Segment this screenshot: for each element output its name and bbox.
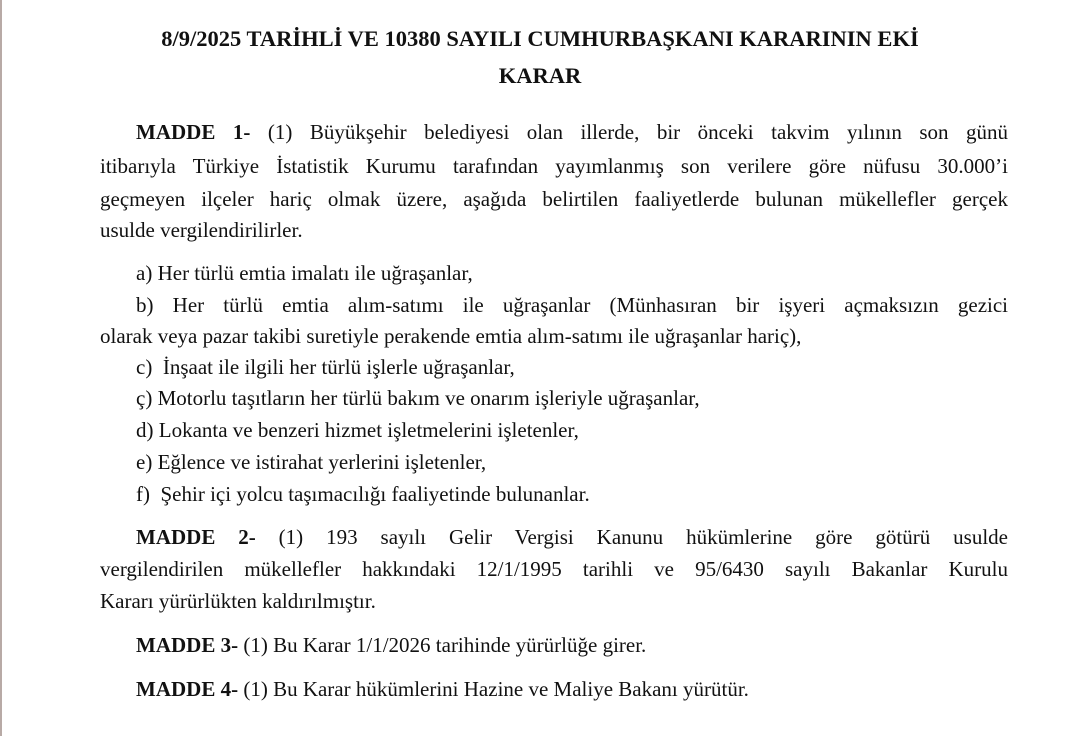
list-marker: f)	[136, 482, 150, 506]
list-item-b	[136, 293, 1008, 318]
list-item-c-cedilla	[136, 386, 700, 411]
article-2-label: MADDE 2-	[136, 525, 256, 549]
document-title-line-1: 8/9/2025 TARİHLİ VE 10380 SAYILI CUMHURBAŞKANI KARARININ EKİ	[161, 26, 919, 51]
list-marker: ç)	[136, 386, 153, 410]
article-1-text-1: (1) Büyükşehir belediyesi olan illerde, bir önceki takvim yılının son günü	[250, 120, 1008, 144]
article-2-line-3: Kararı yürürlükten kaldırılmıştır.	[100, 589, 376, 613]
list-text: Şehir içi yolcu taşımacılığı faaliyetinde bulunanlar.	[160, 482, 590, 506]
article-1-line-1	[136, 120, 1008, 145]
list-item-d	[136, 418, 579, 443]
article-1-line-3: geçmeyen ilçeler hariç olmak üzere, aşağıda belirtilen faaliyetlerde bulunan mükellefler gerçek	[100, 187, 1008, 211]
list-text: Eğlence ve istirahat yerlerini işletenler,	[157, 450, 487, 474]
list-text: Lokanta ve benzeri hizmet işletmelerini işletenler,	[158, 418, 579, 442]
list-marker: e)	[136, 450, 153, 474]
article-4-line-1	[136, 677, 749, 702]
article-1-line-4: usulde vergilendirilirler.	[100, 218, 303, 242]
article-1-label: MADDE 1-	[136, 120, 251, 144]
list-text: İnşaat ile ilgili her türlü işlerle uğraşanlar,	[162, 355, 515, 379]
list-item-a	[136, 261, 473, 286]
list-item-f	[136, 482, 590, 507]
article-4-text-1: (1) Bu Karar hükümlerini Hazine ve Maliye Bakanı yürütür.	[238, 677, 749, 701]
article-3-line-1	[136, 633, 646, 658]
list-text: Her türlü emtia alım-satımı ile uğraşanlar (Münhasıran bir işyeri açmaksızın gezici	[172, 293, 1009, 317]
list-marker: b)	[136, 293, 154, 317]
list-marker: c)	[136, 355, 153, 379]
document-title-line-2: KARAR	[498, 63, 582, 88]
list-item-b-continuation: olarak veya pazar takibi suretiyle perakende emtia alım-satımı ile uğraşanlar hariç),	[100, 324, 802, 348]
article-1-line-2: itibarıyla Türkiye İstatistik Kurumu tarafından yayımlanmış son verilere göre nüfusu 30.000’i	[100, 154, 1008, 178]
list-marker: a)	[136, 261, 153, 285]
article-2-line-2: vergilendirilen mükellefler hakkındaki 12/1/1995 tarihli ve 95/6430 sayılı Bakanlar Kurulu	[100, 557, 1008, 581]
list-marker: d)	[136, 418, 154, 442]
article-2-text-1: (1) 193 sayılı Gelir Vergisi Kanunu hükümlerine göre götürü usulde	[255, 525, 1008, 549]
list-item-c	[136, 355, 515, 380]
list-item-e	[136, 450, 486, 475]
article-4-label: MADDE 4-	[136, 677, 239, 701]
article-3-text-1: (1) Bu Karar 1/1/2026 tarihinde yürürlüğe girer.	[238, 633, 647, 657]
list-text: Her türlü emtia imalatı ile uğraşanlar,	[157, 261, 473, 285]
list-text: Motorlu taşıtların her türlü bakım ve onarım işleriyle uğraşanlar,	[157, 386, 700, 410]
article-3-label: MADDE 3-	[136, 633, 239, 657]
article-2-line-1	[136, 525, 1008, 550]
